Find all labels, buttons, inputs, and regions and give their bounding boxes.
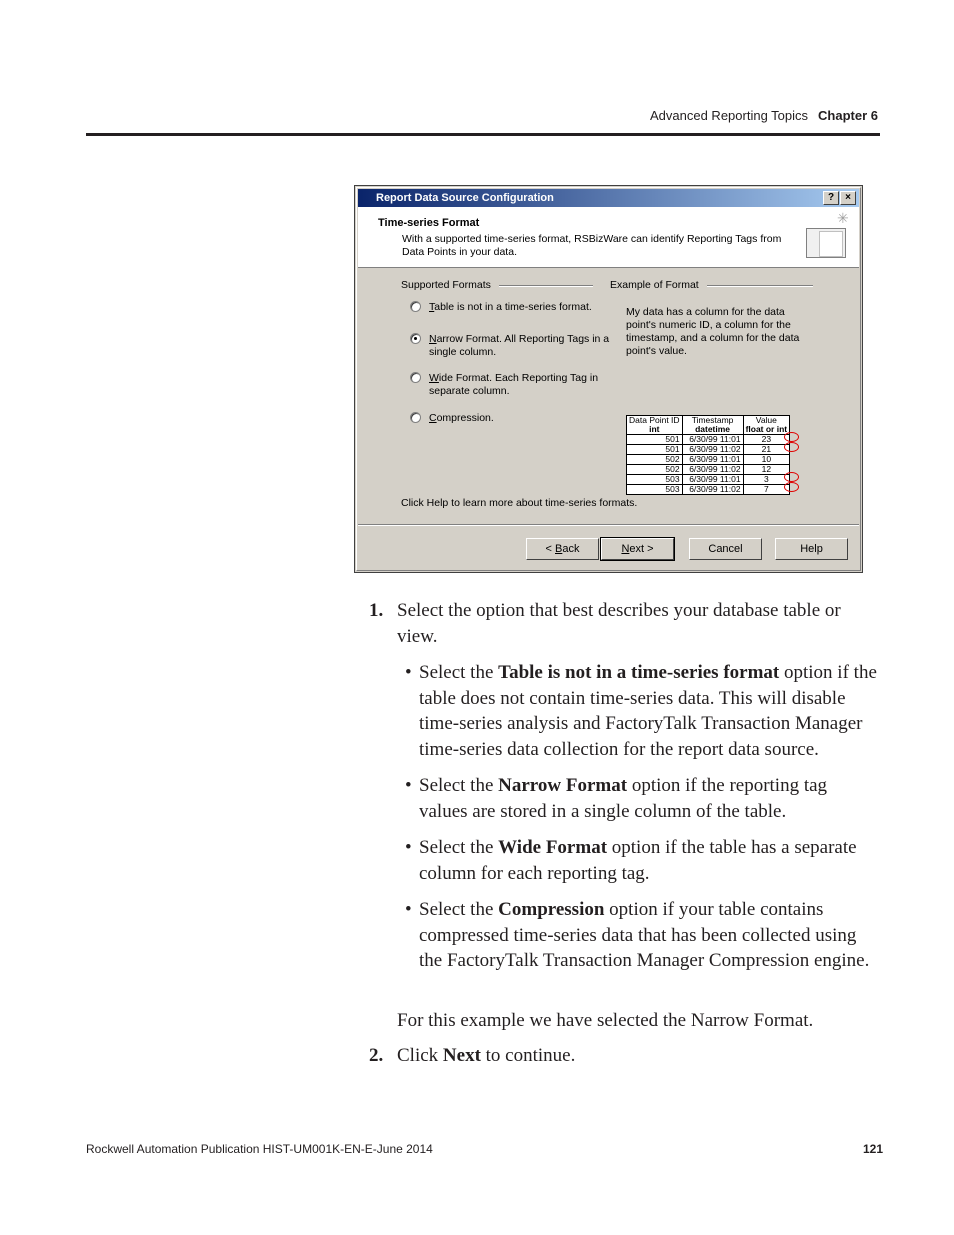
radio-label: Compression. (429, 412, 494, 424)
dialog-title: Report Data Source Configuration (376, 192, 554, 204)
table-row: 501 6/30/99 11:02 21 (627, 445, 790, 455)
value-highlight-circle (784, 482, 799, 492)
bullet-compression (405, 897, 880, 974)
cancel-button[interactable]: Cancel (689, 538, 762, 560)
back-button[interactable]: < Back (526, 538, 599, 560)
radio-off-icon[interactable] (410, 301, 421, 312)
value-highlight-circle (784, 432, 799, 442)
table-row: 501 6/30/99 11:01 23 (627, 435, 790, 445)
next-button[interactable]: Next > (601, 538, 674, 560)
help-title-button[interactable]: ? (823, 191, 839, 205)
step-text: Click Next to continue. (397, 1045, 576, 1066)
radio-table-not-time-series[interactable] (411, 301, 611, 314)
radio-wide-format[interactable] (411, 372, 611, 398)
banner-description: With a supported time-series format, RSBizWare can identify Reporting Tags from Data Points in your data. (402, 233, 782, 258)
radio-label: Wide Format. Each Reporting Tag in separate column. (429, 372, 599, 397)
radio-off-icon[interactable] (410, 372, 421, 383)
radio-off-icon[interactable] (410, 412, 421, 423)
dialog-banner (358, 207, 859, 268)
column-header: Data Point ID int (627, 416, 683, 435)
bullet-icon: • (405, 662, 412, 683)
table-header-row (627, 416, 790, 435)
bullet-text: Select the Table is not in a time-series format option if the table does not contain time-series data. This will disable time-series analysis and FactoryTalk Transaction Manager time-series data collection for the report data source. (419, 662, 877, 760)
bullet-text: Select the Narrow Format option if the reporting tag values are stored in a single column of the table. (419, 775, 828, 822)
wizard-page-icon (806, 228, 846, 258)
step-number: 2. (369, 1045, 384, 1066)
example-description: My data has a column for the data point's numeric ID, a column for the timestamp, and a column for the data point's value. (626, 306, 800, 357)
bullet-text: Select the Wide Format option if the table has a separate column for each reporting tag. (419, 837, 857, 884)
help-hint-text: Click Help to learn more about time-series formats. (401, 497, 638, 509)
dialog-title-bar (358, 189, 859, 207)
radio-compression[interactable] (411, 412, 611, 425)
running-header (650, 108, 878, 123)
group-divider (707, 285, 813, 287)
radio-on-icon[interactable] (410, 333, 421, 344)
bullet-icon: • (405, 899, 412, 920)
example-note: For this example we have selected the Narrow Format. (397, 1010, 814, 1031)
column-header: Timestamp datetime (682, 416, 743, 435)
value-highlight-circle (784, 472, 799, 482)
table-row: 502 6/30/99 11:01 10 (627, 455, 790, 465)
button-separator (358, 524, 859, 526)
radio-narrow-format[interactable] (411, 333, 611, 359)
bullet-wide-format (405, 835, 880, 886)
sparkle-icon: ✳ (837, 210, 849, 226)
header-rule (86, 133, 880, 136)
bullet-icon: • (405, 837, 412, 858)
step-number: 1. (369, 600, 384, 621)
column-header: Value float or int (743, 416, 790, 435)
group-divider (499, 285, 593, 287)
bullet-table-not-time-series (405, 660, 880, 762)
bullet-icon: • (405, 775, 412, 796)
section-title: Advanced Reporting Topics (650, 108, 809, 123)
radio-label: Table is not in a time-series format. (429, 301, 592, 313)
page-number: 121 (862, 1142, 883, 1156)
radio-label: Narrow Format. All Reporting Tags in a single column. (429, 333, 610, 358)
example-format-label: Example of Format (610, 279, 699, 291)
table-row: 502 6/30/99 11:02 12 (627, 465, 790, 475)
bullet-text: Select the Compression option if your table contains compressed time-series data that has been collected using the FactoryTalk Transaction Manager Compression engine. (419, 899, 870, 971)
value-highlight-circle (784, 442, 799, 452)
supported-formats-label: Supported Formats (401, 279, 491, 291)
publication-footer: Rockwell Automation Publication HIST-UM001K-EN-E-June 2014 (86, 1142, 433, 1156)
report-data-source-dialog (354, 185, 863, 573)
table-row: 503 6/30/99 11:02 7 (627, 485, 790, 495)
example-table (626, 415, 790, 495)
help-button[interactable]: Help (775, 538, 848, 560)
step-text: Select the option that best describes your database table or view. (397, 600, 841, 647)
chapter-label: Chapter 6 (818, 108, 878, 123)
bullet-narrow-format (405, 773, 880, 824)
table-row: 503 6/30/99 11:01 3 (627, 475, 790, 485)
banner-title: Time-series Format (378, 217, 480, 229)
close-button[interactable]: × (840, 191, 856, 205)
